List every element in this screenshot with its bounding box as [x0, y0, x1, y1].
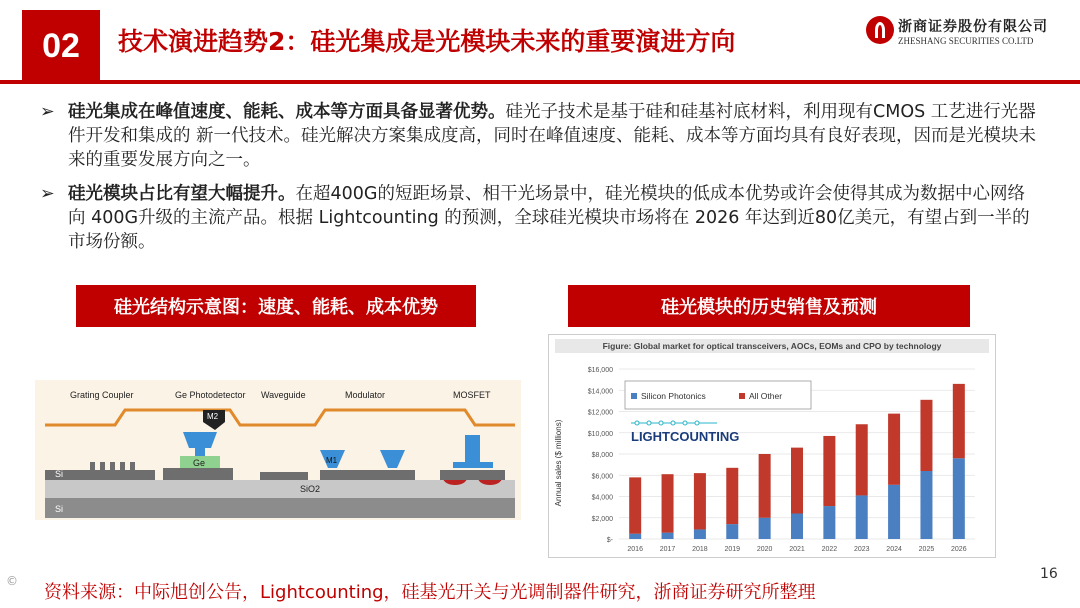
bar-silicon-photonics	[694, 529, 706, 539]
chart-y-ticks	[588, 367, 614, 544]
bar-all-other	[888, 414, 900, 485]
section-number: 02	[42, 26, 80, 65]
x-tick-label: 2022	[821, 546, 838, 553]
x-tick-label: 2018	[692, 546, 708, 553]
label-si-bottom: Si	[55, 504, 64, 514]
bar-silicon-photonics	[856, 495, 868, 539]
label-sio2: SiO2	[300, 484, 321, 494]
y-tick-label: $14,000	[587, 388, 613, 396]
brand-text: LIGHTCOUNTING	[631, 429, 740, 444]
bar-silicon-photonics	[759, 518, 771, 539]
bullet-item	[40, 182, 1040, 254]
bar-all-other	[629, 477, 641, 533]
bar-silicon-photonics	[662, 533, 674, 539]
y-tick-label: $4,000	[591, 494, 613, 502]
chart-y-axis-label: Annual sales ($ millions)	[554, 419, 563, 507]
bar-silicon-photonics	[888, 485, 900, 539]
bar-all-other	[823, 436, 835, 506]
lightcounting-brand	[631, 421, 739, 444]
logo-text-cn: 浙商证券股份有限公司	[898, 19, 1048, 35]
y-tick-label: $10,000	[587, 430, 613, 438]
logo-text-en: ZHESHANG SECURITIES CO.LTD	[898, 36, 1034, 46]
title-divider	[0, 80, 1080, 84]
chart-x-ticks	[627, 546, 966, 553]
x-tick-label: 2024	[886, 546, 902, 553]
legend-swatch-other	[739, 393, 745, 399]
label-ge: Ge	[193, 458, 206, 468]
market-chart-svg	[549, 335, 995, 557]
bar-silicon-photonics	[791, 514, 803, 540]
bar-silicon-photonics	[920, 471, 932, 539]
label-m2: M2	[207, 412, 219, 421]
label-mosfet: MOSFET	[453, 390, 491, 400]
y-tick-label: $8,000	[591, 452, 613, 459]
bullet-heading: 硅光模块占比有望大幅提升。	[68, 184, 296, 204]
bar-all-other	[791, 448, 803, 514]
label-ge-photodetector: Ge Photodetector	[175, 390, 246, 400]
bullet-text: 硅光子技术是基于硅和硅基衬底材料，利用现有CMOS 工艺进行光器件开发和集成的 新一代技术。硅光解决方案集成度高，同时在峰值速度、能耗、成本等方面均具有良好表现，因而是光模块未来的重要发展方向之一。	[68, 102, 1037, 170]
bar-all-other	[726, 468, 738, 524]
label-m1: M1	[326, 456, 338, 465]
label-waveguide: Waveguide	[261, 390, 306, 400]
chart-title: Figure: Global market for optical transceivers, AOCs, EOMs and CPO by technology	[602, 341, 942, 351]
bullet-heading: 硅光集成在峰值速度、能耗、成本等方面具备显著优势。	[68, 102, 506, 122]
x-tick-label: 2025	[918, 546, 935, 553]
company-logo	[866, 16, 1058, 56]
page-number: 16	[1040, 566, 1058, 582]
bar-all-other	[662, 474, 674, 532]
sio2-layer	[45, 480, 515, 498]
x-tick-label: 2019	[724, 546, 741, 553]
label-si-top: Si	[55, 469, 64, 479]
si-substrate-layer	[45, 498, 515, 518]
y-tick-label: $12,000	[587, 409, 613, 417]
bullet-text: 在超400G的短距场景、相干光场景中，硅光模块的低成本优势或许会使得其成为数据中心网络向 400G升级的主流产品。根据 Lightcounting 的预测，全球硅光模块市场将在 2026 年达到近80亿美元，有望占到一半的市场份额。	[68, 184, 1030, 252]
waveguide-core	[260, 472, 308, 480]
bullet-list	[40, 100, 1040, 264]
arrow-bullet-icon: ➢	[40, 184, 55, 204]
silicon-photonics-structure-diagram	[35, 380, 521, 520]
source-note: 资料来源：中际旭创公告，Lightcounting，硅基光开关与光调制器件研究，浙商证券研究所整理	[44, 582, 816, 603]
x-tick-label: 2023	[853, 546, 870, 553]
bar-silicon-photonics	[629, 534, 641, 539]
bar-all-other	[694, 473, 706, 529]
bar-all-other	[759, 454, 771, 518]
y-tick-label: $-	[606, 537, 613, 544]
bar-silicon-photonics	[953, 458, 965, 539]
chart-container	[548, 334, 996, 558]
bar-silicon-photonics	[726, 524, 738, 539]
label-modulator: Modulator	[345, 390, 386, 400]
y-tick-label: $16,000	[587, 367, 613, 374]
x-tick-label: 2021	[789, 546, 805, 553]
y-tick-label: $6,000	[591, 473, 613, 481]
bullet-item	[40, 100, 1040, 172]
logo-mark-icon	[866, 16, 894, 44]
watermark-icon: ©	[6, 574, 18, 588]
x-tick-label: 2016	[627, 546, 643, 553]
bar-all-other	[920, 400, 932, 471]
bar-all-other	[953, 384, 965, 458]
label-grating-coupler: Grating Coupler	[70, 390, 134, 400]
legend-swatch-silicon	[631, 393, 637, 399]
right-panel-banner: 硅光模块的历史销售及预测	[568, 285, 970, 327]
legend-label-silicon: Silicon Photonics	[641, 391, 706, 401]
y-tick-label: $2,000	[591, 515, 613, 523]
x-tick-label: 2026	[951, 546, 967, 553]
bar-all-other	[856, 424, 868, 495]
x-tick-label: 2017	[659, 546, 676, 553]
page-title: 技术演进趋势2：硅光集成是光模块未来的重要演进方向	[118, 27, 736, 56]
structure-svg	[35, 380, 521, 520]
x-tick-label: 2020	[756, 546, 773, 553]
bar-silicon-photonics	[823, 506, 835, 539]
left-panel-banner: 硅光结构示意图：速度、能耗、成本优势	[76, 285, 476, 327]
section-number-badge	[22, 10, 100, 82]
legend-label-other: All Other	[749, 391, 783, 401]
arrow-bullet-icon: ➢	[40, 102, 55, 122]
